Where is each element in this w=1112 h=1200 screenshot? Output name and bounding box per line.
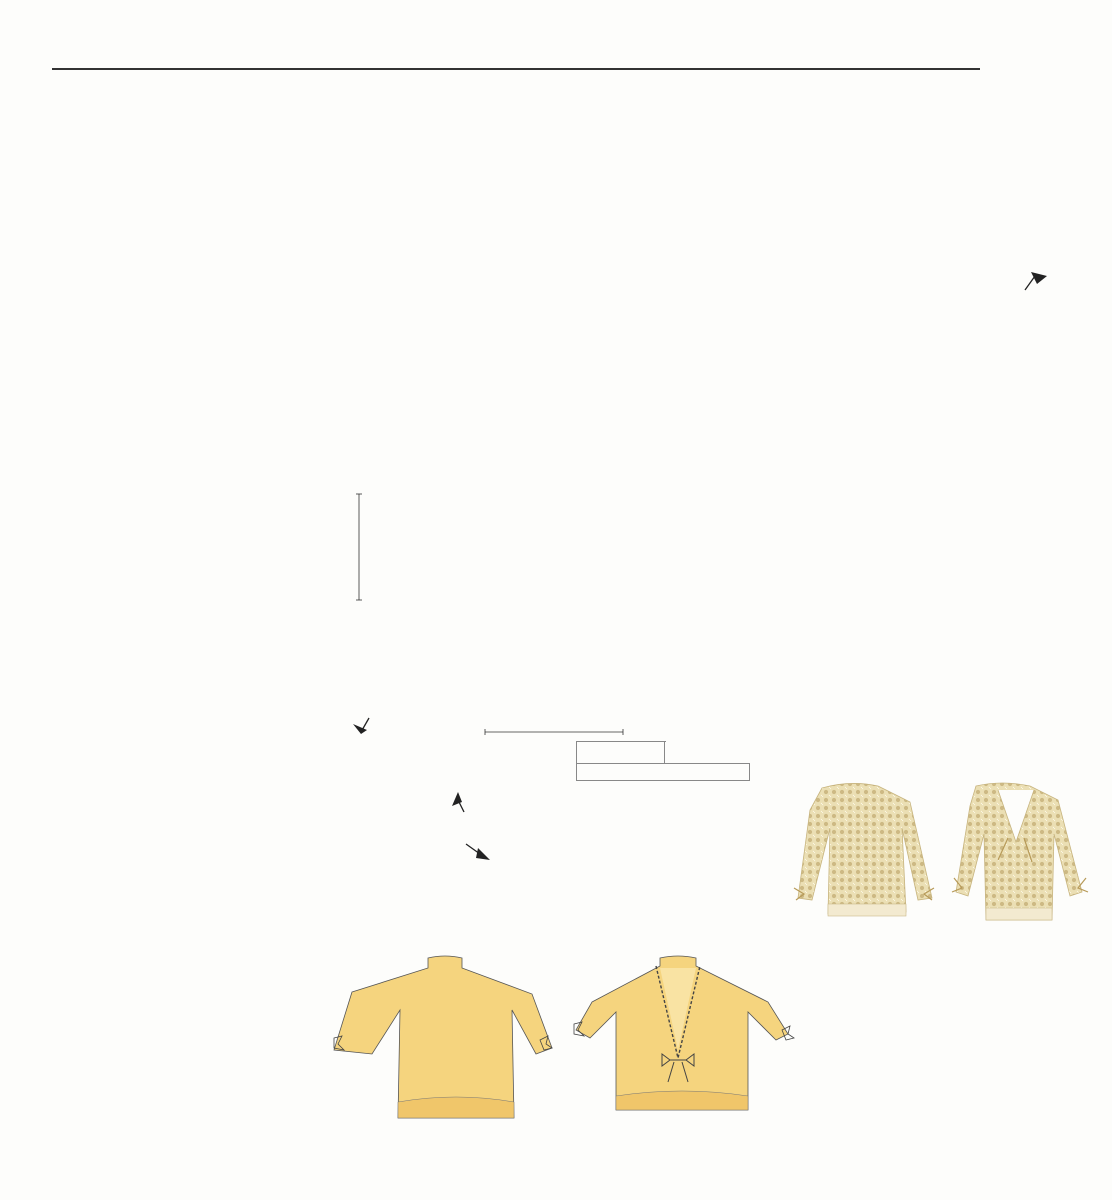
left-column (60, 289, 295, 305)
blouse-photos (790, 780, 1100, 925)
legend-title (577, 742, 665, 764)
legend (576, 741, 750, 781)
diagram-1 (345, 252, 1065, 747)
front-schematic (334, 956, 552, 1118)
end-arrow-icon (1025, 272, 1047, 290)
start-arrow-icon (353, 718, 369, 734)
horizontal-repeat-marker (485, 729, 623, 735)
intro-column-3 (535, 82, 760, 99)
title-rule (52, 68, 980, 70)
end-arrow-icon (452, 792, 464, 812)
assembly-schematics (300, 930, 805, 1130)
legend-size (577, 763, 750, 781)
intro-column-2 (294, 89, 519, 101)
intro-column-1 (57, 93, 272, 105)
vertical-repeat-marker (356, 494, 362, 600)
diagram-2 (340, 788, 520, 868)
start-arrow-icon (466, 844, 490, 860)
back-schematic (574, 956, 794, 1110)
legend-table (576, 741, 750, 781)
blouse-back-photo (952, 783, 1088, 920)
blouse-front-photo (794, 783, 934, 916)
